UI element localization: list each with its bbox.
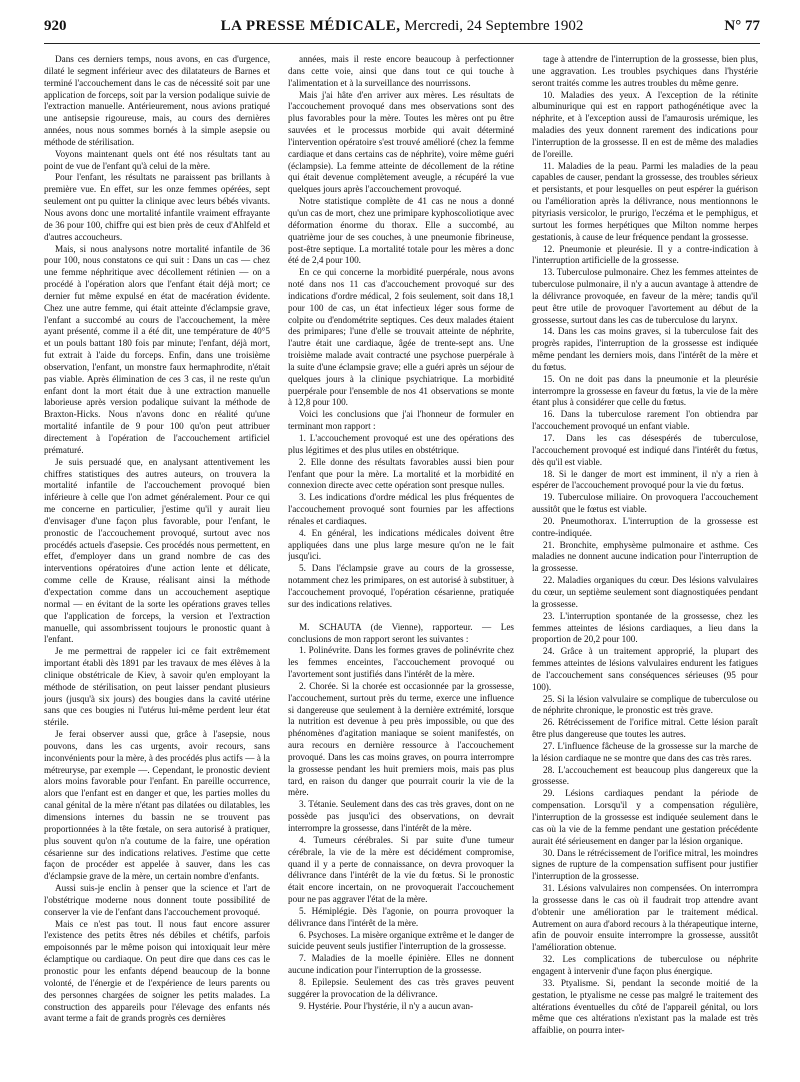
paragraph: 22. Maladies organiques du cœur. Des lésions valvulaires du cœur, un septième seulement sont diagnostiquées pendant la grossesse. — [532, 575, 758, 609]
paragraph: 23. L'interruption spontanée de la grossesse, chez les femmes atteintes de lésions cardiaques, a lieu dans la proportion de 20,2 pour 100. — [532, 610, 758, 645]
paragraph: Je ferai observer aussi que, grâce à l'asepsie, nous pouvons, dans les cas urgents, avoir recours, sans inconvénients pour la mère, à des procédés plus actifs — à la métreuryse, par exemple —. Cependant, le pronostic devient alors moins favorable pour l'enfant. En pareille occurrence, alors que l'enfant est en danger et que, les parties molles du canal génital de la mère n'étant pas dilatées ou dilatables, les dimensions internes du bassin ne se trouvent pas proportionnées à la tête fœtale, on sera autorisé à pratiquer, plus souvent qu'on n'a coutume de la faire, une opération césarienne sur des indications relatives. J'estime que cette façon de procéder est appelée à sauver, dans les cas d'éclampsie grave de la mère, un certain nombre d'enfants. — [44, 729, 270, 882]
paragraph: 25. Si la lésion valvulaire se complique de tuberculose ou de néphrite chronique, le pronostic est très grave. — [532, 693, 758, 716]
paragraph: Aussi suis-je enclin à penser que la science et l'art de l'obstétrique moderne nous donnent toute possibilité de conserver la vie de l'enfant dans l'accouchement provoqué. — [44, 883, 270, 917]
paragraph: 27. L'influence fâcheuse de la grossesse sur la marche de la lésion cardiaque ne se montre que dans des cas très rares. — [532, 740, 758, 763]
paragraph: Notre statistique complète de 41 cas ne nous a donné qu'un cas de mort, chez une primipare kyphoscoliotique avec déformation énorme du thorax. Elle a succombé, au quatrième jour de ses couches, à une pneumonie fibrineuse, post-être septique. La mortalité totale pour les mères a donc été de 2,4 pour 100. — [288, 196, 514, 266]
paragraph: 1. L'accouchement provoqué est une des opérations des plus légitimes et des plus utiles en obstétrique. — [288, 433, 514, 455]
paragraph: 5. Dans l'éclampsie grave au cours de la grossesse, notamment chez les primipares, on est autorisé à substituer, à l'accouchement provoqué, l'opération césarienne, pratiquée sur des indications relatives. — [288, 563, 514, 609]
paragraph: 11. Maladies de la peau. Parmi les maladies de la peau capables de causer, pendant la grossesse, des troubles sérieux et persistants, et pour lesquelles on peut espérer la guérison ou l'amélioration après la délivrance, nous mentionnons le pityriasis versicolor, le prurigo, l'eczéma et le pemphigus, et surtout les formes herpétiques que Milton nomme herpes gestationis, à cause de leur fréquence pendant la grossesse. — [532, 160, 758, 242]
paragraph: 3. Tétanie. Seulement dans des cas très graves, dont on ne possède pas jusqu'ici des observations, on devrait interrompre la grossesse, dans l'intérêt de la mère. — [288, 799, 514, 833]
paragraph: 10. Maladies des yeux. A l'exception de la rétinite albuminurique qui est en rapport pathogénétique avec la néphrite, et à l'exception aussi de l'amaurosis urémique, les maladies des yeux donnent rarement des indications pour l'interruption de la grossesse. Il en est de même des maladies de l'oreille. — [532, 89, 758, 159]
paragraph: 21. Bronchite, emphysème pulmonaire et asthme. Ces maladies ne donnent aucune indication pour l'interruption de la grossesse. — [532, 539, 758, 574]
paragraph: Mais ce n'est pas tout. Il nous faut encore assurer l'existence des petits êtres nés débiles et chétifs, parfois empoisonnés par le même poison qui intoxiquait leur mère éclamptique ou cardiaque. On peut dire que dans ces cas le pronostic pour les enfants dépend beaucoup de la bonne volonté, de l'énergie et de l'expérience de leurs parents ou des personnes chargées de soigner les petits malades. La construction des appareils pour l'élevage des enfants nés avant terme a fait de grands progrès ces dernières — [44, 918, 270, 1024]
paragraph: 18. Si le danger de mort est imminent, il n'y a rien à espérer de l'accouchement provoqué pour la vie du fœtus. — [532, 468, 758, 491]
paragraph: 16. Dans la tuberculose rarement l'on obtiendra par l'accouchement provoqué un enfant viable. — [532, 409, 758, 432]
paragraph: 14. Dans les cas moins graves, si la tuberculose fait des progrès rapides, l'interruption de la grossesse est indiquée même pendant les derniers mois, dans l'intérêt de la mère et du fœtus. — [532, 326, 758, 372]
paragraph: 24. Grâce à un traitement approprié, la plupart des femmes atteintes de lésions valvulaires endurent les fatigues de l'accouchement sans conséquences sérieuses (95 pour 100). — [532, 646, 758, 692]
text-column-2 — [288, 54, 514, 1078]
text-column-1 — [44, 54, 270, 1078]
paragraph: 17. Dans les cas désespérés de tuberculose, l'accouchement provoqué est indiqué dans l'intérêt du fœtus, dès qu'il est viable. — [532, 433, 758, 467]
paragraph: 2. Elle donne des résultats favorables aussi bien pour l'enfant que pour la mère. La mortalité et la morbidité en connexion directe avec cette opération sont presque nulles. — [288, 456, 514, 491]
paragraph: années, mais il reste encore beaucoup à perfectionner dans cette voie, ainsi que dans tout ce qui touche à l'alimentation et à la surveillance des nourrissons. — [288, 54, 514, 88]
issue-date: Mercredi, 24 Septembre 1902 — [404, 18, 584, 34]
paragraph: 7. Maladies de la moelle épinière. Elles ne donnent aucune indication pour l'interruption de la grossesse. — [288, 953, 514, 976]
paragraph: M. SCHAUTA (de Vienne), rapporteur. — Les conclusions de mon rapport seront les suivantes : — [288, 621, 514, 644]
journal-name: LA PRESSE MÉDICALE, — [220, 18, 401, 34]
paragraph: Mais j'ai hâte d'en arriver aux mères. Les résultats de l'accouchement provoqué dans mes observations sont des plus favorables pour la mère. Toutes les mères ont pu être sauvées et le processus morbide qui avait déterminé l'intervention opératoire s'est trouvé amélioré (chez la femme cardiaque et dans certains cas de néphrite), voire même guéri (éclampsie). La femme atteinte de décollement de la rétine qui était devenue complètement aveugle, a récupéré la vue quelques jours après l'accouchement provoqué. — [288, 89, 514, 195]
paragraph: 5. Hémiplégie. Dès l'agonie, on pourra provoquer la délivrance dans l'intérêt de la mère. — [288, 905, 514, 928]
page-header — [44, 18, 760, 40]
paragraph: 28. L'accouchement est beaucoup plus dangereux que la grossesse. — [532, 764, 758, 787]
paragraph: 15. On ne doit pas dans la pneumonie et la pleurésie interrompre la grossesse en faveur du fœtus, la vie de la mère étant plus à considérer que celle du fœtus. — [532, 373, 758, 408]
paragraph: 31. Lésions valvulaires non compensées. On interrompra la grossesse dans le cas où il faudrait trop attendre avant d'obtenir une amélioration par le traitement médical. Autrement on aura d'abord recours à la thérapeutique interne, afin de pouvoir ensuite interrompre la grossesse, aussitôt l'amélioration obtenue. — [532, 883, 758, 953]
paragraph: 12. Pneumonie et pleurésie. Il y a contre-indication à l'interruption artificielle de la grossesse. — [532, 243, 758, 266]
paragraph: 3. Les indications d'ordre médical les plus fréquentes de l'accouchement provoqué sont fournies par les affections rénales et cardiaques. — [288, 492, 514, 526]
header-rule — [44, 43, 760, 44]
paragraph: 32. Les complications de tuberculose ou néphrite engagent à intervenir d'une façon plus énergique. — [532, 954, 758, 976]
paragraph: 26. Rétrécissement de l'orifice mitral. Cette lésion paraît être plus dangereuse que toutes les autres. — [532, 717, 758, 740]
paragraph: tage à attendre de l'interruption de la grossesse, bien plus, une aggravation. Les troubles psychiques dans l'hystérie seront traités comme les autres troubles du même genre. — [532, 54, 758, 88]
paragraph: Mais, si nous analysons notre mortalité infantile de 36 pour 100, nous constatons ce qui suit : Dans un cas — chez une femme néphritique avec décollement rétinien — on a procédé à l'opération alors que l'enfant était déjà mort; ce dernier fut même expulsé en état de macération évidente. Chez une autre femme, qui était atteinte d'éclampsie grave, l'enfant a succombé au cours de l'accouchement, la mère ayant présenté, comme il a été dit, une température de 40°5 et un pouls battant 180 fois par minute; l'enfant, déjà mort, fut extrait à l'aide du forceps. Enfin, dans une troisième observation, l'enfant, un monstre faux hermaphrodite, n'était pas viable. Après élimination de ces 3 cas, il ne reste qu'un enfant dont la mort était due à une extraction manuelle laborieuse après version podalique suivant la méthode de Braxton-Hicks. Nous n'avons donc en réalité qu'une mortalité infantile de 9 pour 100 qu'on peut attribuer directement à l'opération de l'accouchement artificiel prématuré. — [44, 243, 270, 455]
paragraph: 2. Chorée. Si la chorée est occasionnée par la grossesse, l'accouchement, surtout près du terme, exerce une influence si dangereuse que seulement à la dernière extrémité, lorsque la nutrition est devenue à peu près impossible, ou que des phénomènes d'agitation maniaque se soient manifestés, on aura recours en dernière ressource à l'accouchement provoqué. Dans les cas moins graves, on pourra interrompre la grossesse pendant les huit premiers mois, mais pas plus tard, en raison du danger que pourrait courir la vie de la mère. — [288, 680, 514, 798]
paragraph: 4. Tumeurs cérébrales. Si par suite d'une tumeur cérébrale, la vie de la mère est décidément compromise, quand il y a perte de connaissance, on devra provoquer la délivrance dans l'intérêt de la vie du fœtus. Si le pronostic était encore incertain, on ne provoquerait l'accouchement pour ne pas aggraver l'état de la mère. — [288, 834, 514, 905]
text-column-3 — [532, 54, 758, 1078]
paragraph: 33. Ptyalisme. Si, pendant la seconde moitié de la gestation, le ptyalisme ne cesse pas malgré le traitement des altérations éventuelles du côté de l'appareil génital, ou lors même que ces altérations n'existant pas la malade est très affaiblie, on pourra inter- — [532, 977, 758, 1036]
paragraph: 29. Lésions cardiaques pendant la période de compensation. Lorsqu'il y a compensation régulière, l'interruption de la grossesse est indiquée seulement dans le cas où la vie de la femme pendant une gestation précédente aurait été sérieusement en danger par la lésion organique. — [532, 788, 758, 846]
paragraph: 4. En général, les indications médicales doivent être appliquées dans une plus large mesure qu'on ne le fait jusqu'ici. — [288, 527, 514, 562]
paragraph: Voyons maintenant quels ont été nos résultats tant au point de vue de l'enfant qu'à celui de la mère. — [44, 148, 270, 171]
paragraph: 30. Dans le rétrécissement de l'orifice mitral, les moindres signes de rupture de la compensation suffisent pour justifier l'interruption de la grossesse. — [532, 847, 758, 882]
page-number: 920 — [44, 18, 67, 34]
paragraph: 20. Pneumothorax. L'interruption de la grossesse est contre-indiquée. — [532, 515, 758, 538]
issue-number: N° 77 — [724, 18, 760, 34]
paragraph: 8. Epilepsie. Seulement des cas très graves peuvent suggérer la provocation de la délivrance. — [288, 976, 514, 999]
paragraph: 1. Polinévrite. Dans les formes graves de polinévrite chez les femmes enceintes, l'accouchement provoqué ou l'avortement sont justifiés dans l'intérêt de la mère. — [288, 645, 514, 680]
paragraph: 9. Hystérie. Pour l'hystérie, il n'y a aucun avan- — [299, 1000, 473, 1011]
running-title — [44, 18, 760, 35]
paragraph: Je me permettrai de rappeler ici ce fait extrêmement important établi dès 1891 par les travaux de mes élèves à la clinique obstétricale de Kiev, à savoir qu'en employant la méthode de stérilisation, on peut laisser pendant plusieurs jours (jusqu'à six jours) des bougies dans la cavité utérine sans que ces bougies ni l'utérus lui-même perdent leur état stérile. — [44, 646, 270, 728]
paragraph: 6. Psychoses. La misère organique extrême et le danger de suicide peuvent seuls justifier l'interruption de la grossesse. — [288, 929, 514, 952]
paragraph: Dans ces derniers temps, nous avons, en cas d'urgence, dilaté le segment inférieur avec des dilatateurs de Barnes et terminé l'accouchement dans le cas de nécessité soit par une application de forceps, soit par la version podalique suivie de l'extraction manuelle. Antérieurement, nous avions pratiqué une antisepsie rigoureuse, mais, au cours des dernières années, nous nous sommes bornés à la simple asepsie ou méthode de stérilisation. — [44, 54, 270, 147]
paragraph: Je suis persuadé que, en analysant attentivement les chiffres statistiques des autres auteurs, on trouvera la mortalité infantile de l'accouchement provoqué bien inférieure à celle que l'on admet généralement. Pour ce qui me concerne en particulier, j'estime qu'il y aurait lieu d'envisager d'une façon plus favorable, pour l'enfant, le pronostic de l'accouchement provoqué, surtout avec nos procédés actuels d'asepsie. Ces procédés nous permettent, en effet, d'employer dans un grand nombre de cas des interventions opératoires d'une action lente et délicate, comme celle de Krause, réalisant ainsi la méthode d'expectation comme dans un accouchement aseptique normal — en évitant de la sorte les opérations graves telles que l'application de forceps, la version et l'extraction manuelle, qui assombrissent toujours le pronostic quant à l'enfant. — [44, 456, 270, 645]
paragraph: Pour l'enfant, les résultats ne paraissent pas brillants à première vue. En effet, sur les onze femmes opérées, sept seulement ont pu quitter la clinique avec leurs bébés vivants. Nous avons donc une mortalité infantile vraiment effrayante de 36 pour 100, chiffre qui est bien près de ceux d'Ahlfeld et d'autres accoucheurs. — [44, 172, 270, 242]
paragraph: En ce qui concerne la morbidité puerpérale, nous avons noté dans nos 11 cas d'accouchement provoqué sur des indications d'ordre médical, 2 fois seulement, soit dans 18,1 pour 100 de cas, un état infectieux léger sous forme de colpite ou d'endométrite septiques. Ces deux malades étaient des primipares; l'une d'elle se trouvait atteinte de néphrite, l'autre était une cardiaque, âgée de trente-sept ans. Une troisième malade avait contracté une psychose puerpérale à la suite d'une éclampsie grave; elle a guéri après un séjour de quelques jours à la clinique psychiatrique. La morbidité puerpérale pour l'ensemble de nos 41 observations se monte à 12,8 pour 100. — [288, 267, 514, 408]
paragraph: 13. Tuberculose pulmonaire. Chez les femmes atteintes de tuberculose pulmonaire, il n'y a aucun avantage à attendre de la délivrance provoquée, en faveur de la mère; tandis qu'il peut être utile de provoquer l'avortement au début de la grossesse, surtout dans les cas de tuberculose du larynx. — [532, 267, 758, 325]
paragraph: Voici les conclusions que j'ai l'honneur de formuler en terminant mon rapport : — [288, 409, 514, 432]
paragraph: 19. Tuberculose miliaire. On provoquera l'accouchement aussitôt que le fœtus est viable. — [532, 492, 758, 515]
